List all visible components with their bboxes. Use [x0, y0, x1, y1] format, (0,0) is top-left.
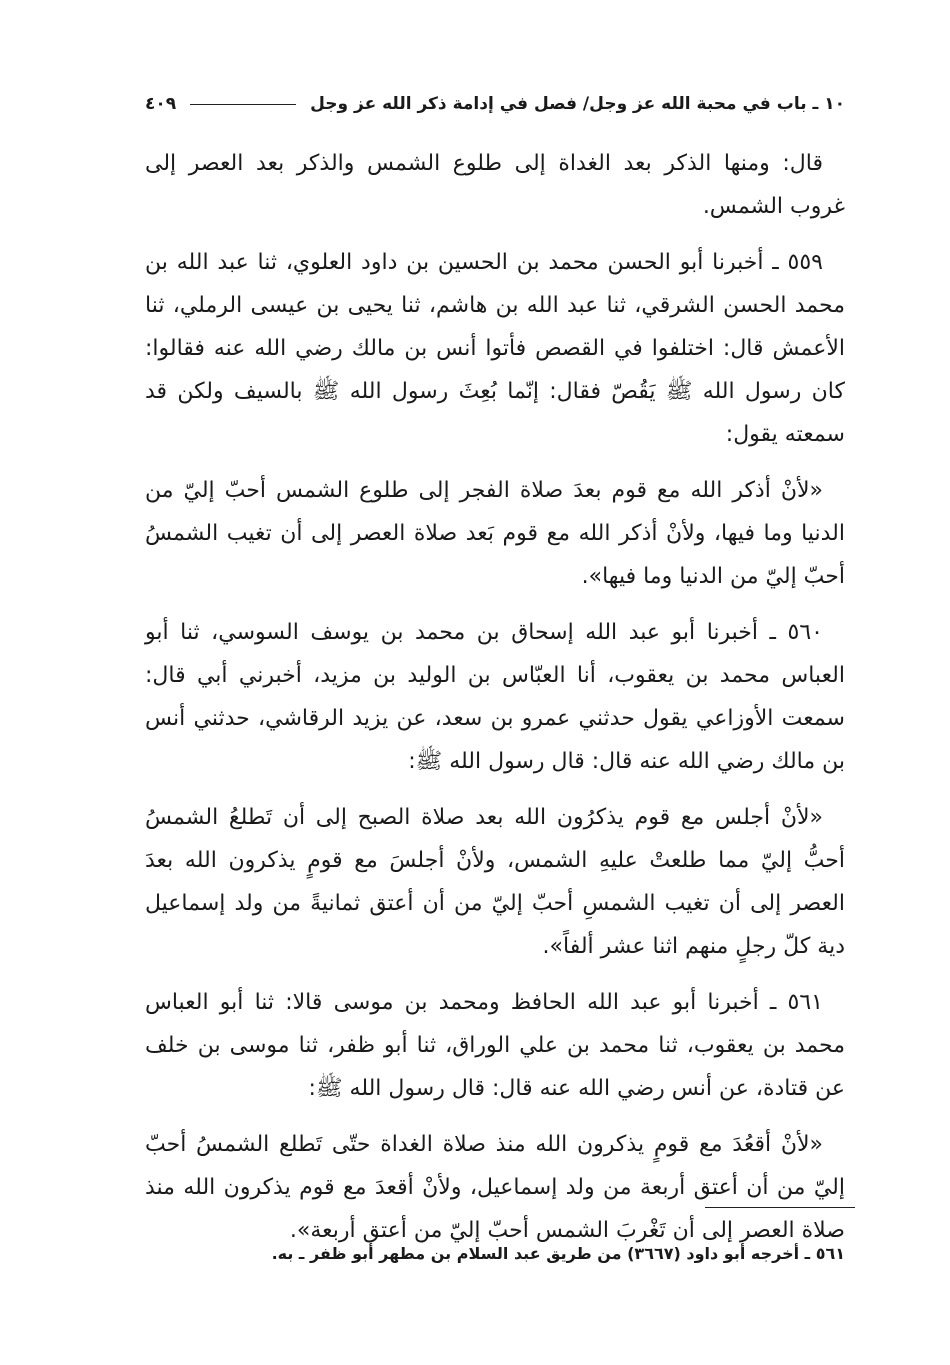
chapter-title: ١٠ ـ باب في محبة الله عز وجل/ فصل في إدامة ذكر الله عز وجل [310, 94, 845, 114]
paragraph-hadith-560-isnad: ٥٦٠ ـ أخبرنا أبو عبد الله إسحاق بن محمد بن يوسف السوسي، ثنا أبو العباس محمد بن يعقوب، أنا العبّاس بن الوليد بن مزيد، أخبرني أبي قال: سمعت الأوزاعي يقول حدثني عمرو بن سعد، عن يزيد الرقاشي، حدثني أنس بن مالك رضي الله عنه قال: قال رسول الله ﷺ: [145, 620, 845, 774]
header-rule [190, 104, 296, 105]
footnote: ٥٦١ ـ أخرجه أبو داود (٣٦٦٧) من طريق عبد السلام بن مطهر أبو ظفر ـ به. [271, 1244, 845, 1263]
paragraph-hadith-561-matn: «لأنْ أقعُدَ مع قومٍ يذكرون الله منذ صلاة الغداة حتّى تَطلع الشمسُ أحبّ إليّ من أن أعتق أربعة من ولد إسماعيل، ولأنْ أقعدَ مع قوم يذكرون الله منذ صلاة العصر إلى أن تَغْربَ الشمس أحبّ إليّ من أعتق أربعة». [145, 1132, 845, 1243]
paragraph-hadith-560-matn: «لأنْ أجلس مع قوم يذكرُون الله بعد صلاة الصبح إلى أن تَطلعُ الشمسُ أحبُّ إليّ مما طلعتْ عليهِ الشمس، ولأنْ أجلسَ مع قومٍ يذكرون الله بعدَ العصر إلى أن تغيب الشمسِ أحبّ إليّ من أن أعتق ثمانيةً من ولد إسماعيل دية كلّ رجلٍ منهم اثنا عشر ألفاً». [145, 805, 845, 959]
page-number: ٤٠٩ [145, 94, 177, 114]
paragraph-hadith-559-matn: «لأنْ أذكر الله مع قوم بعدَ صلاة الفجر إلى طلوع الشمس أحبّ إليّ من الدنيا وما فيها، ولأنْ أذكر الله مع قوم بَعد صلاة العصر إلى أن تغيب الشمسُ أحبّ إليّ من الدنيا وما فيها». [145, 478, 845, 589]
paragraph-hadith-561-isnad: ٥٦١ ـ أخبرنا أبو عبد الله الحافظ ومحمد بن موسى قالا: ثنا أبو العباس محمد بن يعقوب، ثنا محمد بن علي الوراق، ثنا أبو ظفر، ثنا موسى بن خلف عن قتادة، عن أنس رضي الله عنه قال: قال رسول الله ﷺ: [145, 990, 845, 1101]
main-text [145, 142, 845, 1265]
paragraph-intro: قال: ومنها الذكر بعد الغداة إلى طلوع الشمس والذكر بعد العصر إلى غروب الشمس. [145, 151, 845, 219]
footnote-separator [705, 1207, 855, 1208]
running-header [145, 88, 845, 120]
paragraph-hadith-559-isnad: ٥٥٩ ـ أخبرنا أبو الحسن محمد بن الحسين بن داود العلوي، ثنا عبد الله بن محمد الحسن الشرقي، ثنا عبد الله بن هاشم، ثنا يحيى بن عيسى الرملي، ثنا الأعمش قال: اختلفوا في القصص فأتوا أنس بن مالك رضي الله عنه فقالوا: كان رسول الله ﷺ يَقُصّ فقال: إنّما بُعِثَ رسول الله ﷺ بالسيف ولكن قد سمعته يقول: [145, 250, 845, 447]
